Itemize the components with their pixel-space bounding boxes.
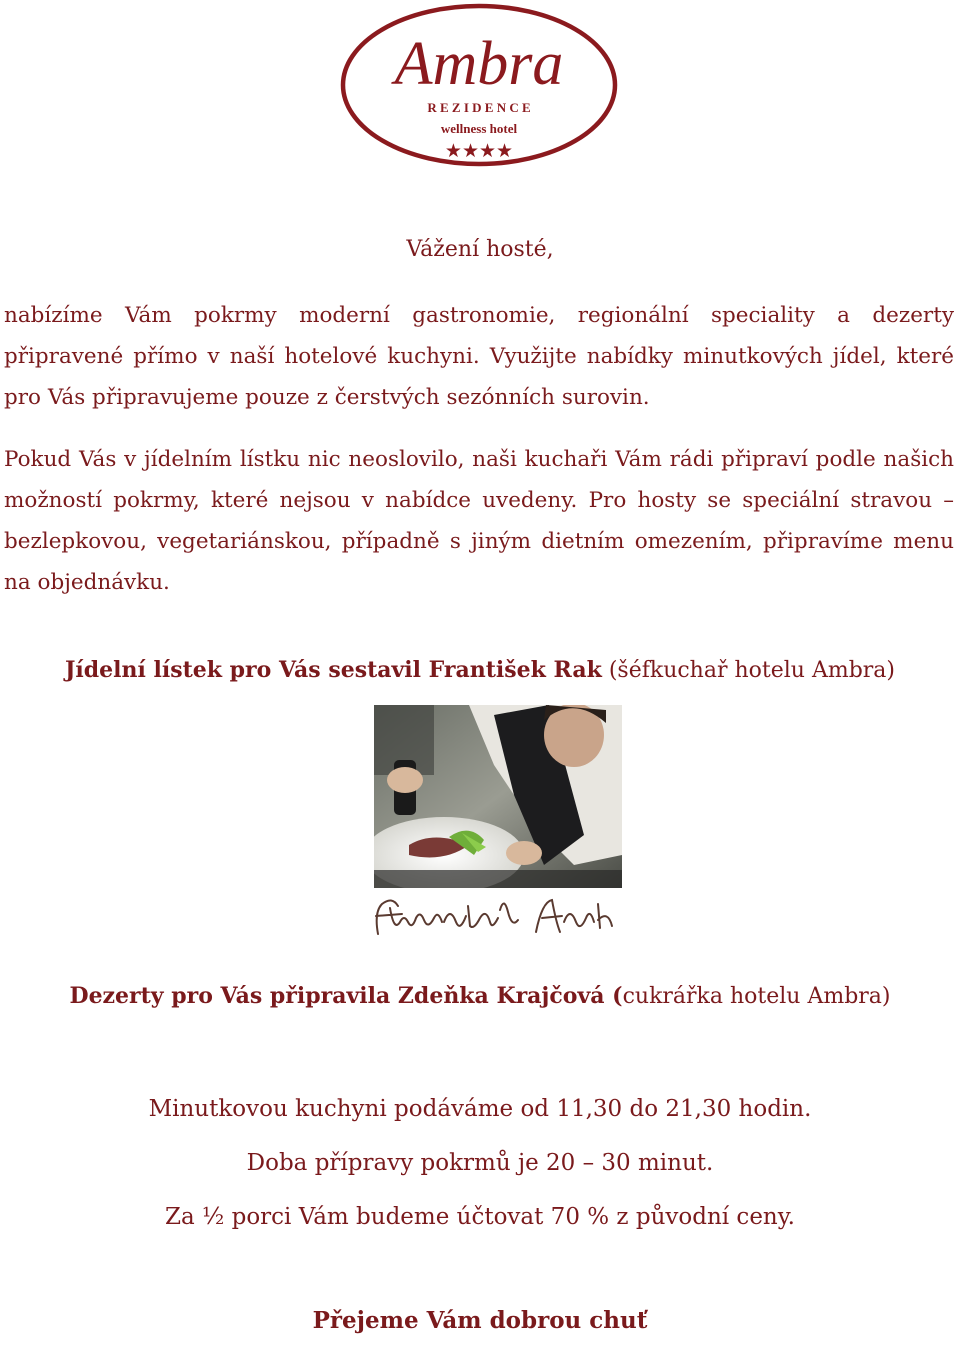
logo-tagline: wellness hotel [440, 121, 518, 136]
half-portion-price: Za ½ porci Vám budeme účtovat 70 % z původní ceny. [164, 1204, 795, 1230]
logo-stars: ★★★★ [444, 140, 514, 162]
dessert-credit-name: Dezerty pro Vás připravila Zdeňka Krajčová ( [69, 983, 623, 1009]
intro-paragraph: nabízíme Vám pokrmy moderní gastronomie, regionální speciality a dezerty připravené přímo v naší hotelové kuchyni. Využijte nabídky minutkových jídel, které pro Vás připravujeme pouze z čerstvých sezónních surovin. [4, 303, 954, 410]
chef-photo [374, 705, 622, 888]
dessert-credit-role: cukrářka hotelu Ambra) [622, 984, 891, 1009]
greeting: Vážení hosté, [406, 237, 554, 262]
special-request-paragraph: Pokud Vás v jídelním lístku nic neoslovilo, naši kuchaři Vám rádi připraví podle našich možností pokrmy, které nejsou v nabídce uvedeny. Pro hosty se speciální stravou – bezlepkovou, vegetariánskou, případně s jiným dietním omezením, připravíme menu na objednávku. [4, 447, 954, 595]
chef-signature [372, 892, 622, 942]
logo-brand: Ambra [394, 30, 564, 98]
dessert-credit [0, 983, 960, 1009]
logo-subtitle: R E Z I D E N C E [427, 100, 531, 115]
kitchen-hours: Minutkovou kuchyni podáváme od 11,30 do 21,30 hodin. [148, 1096, 812, 1122]
hotel-logo [339, 2, 619, 168]
preparation-time: Doba přípravy pokrmů je 20 – 30 minut. [246, 1150, 714, 1176]
closing-wish: Přejeme Vám dobrou chuť [312, 1307, 648, 1334]
chef-credit-name: Jídelní lístek pro Vás sestavil František Rak [64, 657, 602, 683]
chef-credit [0, 657, 960, 683]
chef-credit-role: (šéfkuchař hotelu Ambra) [608, 658, 895, 683]
